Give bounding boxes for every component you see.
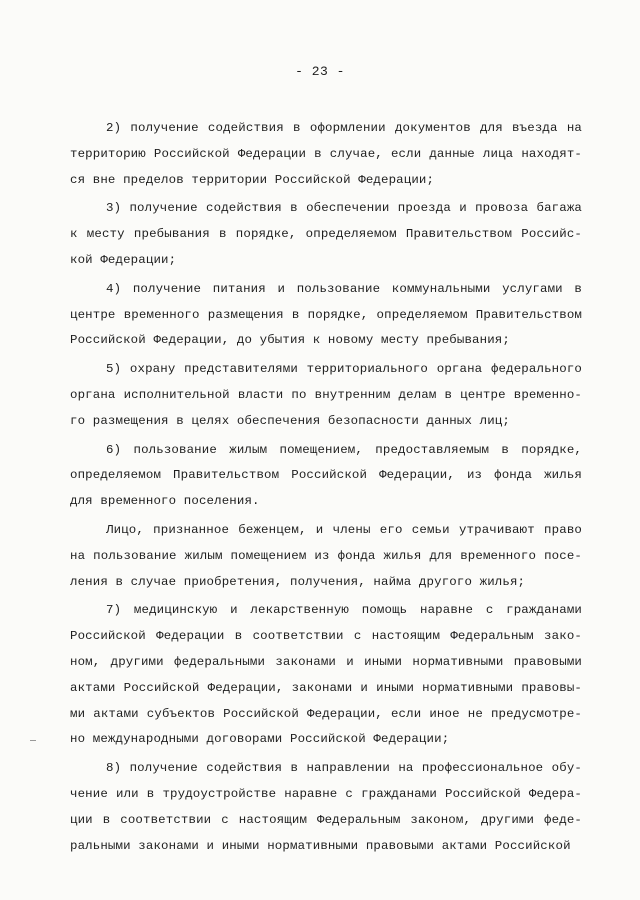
paragraph-item-2 <box>70 116 582 193</box>
paragraph-item-8 <box>70 756 582 859</box>
paragraph-item-5 <box>70 357 582 434</box>
text-line: ления в случае приобретения, получения, найма другого жилья; <box>70 574 526 589</box>
paragraph-loss-of-right <box>70 518 582 595</box>
text-line: ции в соответствии с настоящим Федеральным законом, другими феде- <box>70 812 582 827</box>
text-line: Российской Федерации в соответствии с настоящим Федеральным зако- <box>70 629 582 644</box>
text-line: чение или в трудоустройстве наравне с гражданами Российской Федера- <box>70 786 582 801</box>
document-body <box>70 116 582 862</box>
text-line: для временного поселения. <box>70 494 260 509</box>
paragraph-item-3 <box>70 196 582 273</box>
text-line: 8) получение содействия в направлении на профессиональное обу- <box>106 761 582 776</box>
paragraph-item-4 <box>70 277 582 354</box>
text-line: ном, другими федеральными законами и иными нормативными правовыми <box>70 654 582 669</box>
text-line: актами Российской Федерации, законами и иными нормативными правовы- <box>70 680 582 695</box>
text-line: органа исполнительной власти по внутренним делам в центре временно- <box>70 387 582 402</box>
text-line: 3) получение содействия в обеспечении проезда и провоза багажа <box>106 201 582 216</box>
text-line: но международными договорами Российской Федерации; <box>70 732 450 747</box>
text-line: определяемом Правительством Российской Федерации, из фонда жилья <box>70 468 582 483</box>
text-line: 4) получение питания и пользование коммунальными услугами в <box>106 281 582 296</box>
text-line: Лицо, признанное беженцем, и члены его семьи утрачивают право <box>106 522 582 537</box>
paragraph-item-6 <box>70 438 582 515</box>
paragraph-item-7 <box>70 598 582 753</box>
text-line: Российской Федерации, до убытия к новому месту пребывания; <box>70 333 510 348</box>
text-line: ми актами субъектов Российской Федерации, если иное не предусмотре- <box>70 706 582 721</box>
text-line: кой Федерации; <box>70 252 177 267</box>
text-line: территорию Российской Федерации в случае, если данные лица находят- <box>70 146 582 161</box>
text-line: 2) получение содействия в оформлении документов для въезда на <box>106 121 582 135</box>
text-line: го размещения в целях обеспечения безопасности данных лиц; <box>70 413 510 428</box>
text-line: 7) медицинскую и лекарственную помощь наравне с гражданами <box>106 603 582 618</box>
text-line: к месту пребывания в порядке, определяемом Правительством Российс- <box>70 227 582 242</box>
text-line: 6) пользование жилым помещением, предоставляемым в порядке, <box>106 442 582 457</box>
text-line: ральными законами и иными нормативными правовыми актами Российской <box>70 838 571 853</box>
text-line: на пользование жилым помещением из фонда жилья для временного посе- <box>70 548 582 563</box>
text-line: центре временного размещения в порядке, определяемом Правительством <box>70 307 582 322</box>
margin-mark <box>30 740 36 741</box>
text-line: 5) охрану представителями территориального органа федерального <box>106 362 582 377</box>
text-line: ся вне пределов территории Российской Федерации; <box>70 172 435 187</box>
page-number: - 23 - <box>295 64 345 79</box>
